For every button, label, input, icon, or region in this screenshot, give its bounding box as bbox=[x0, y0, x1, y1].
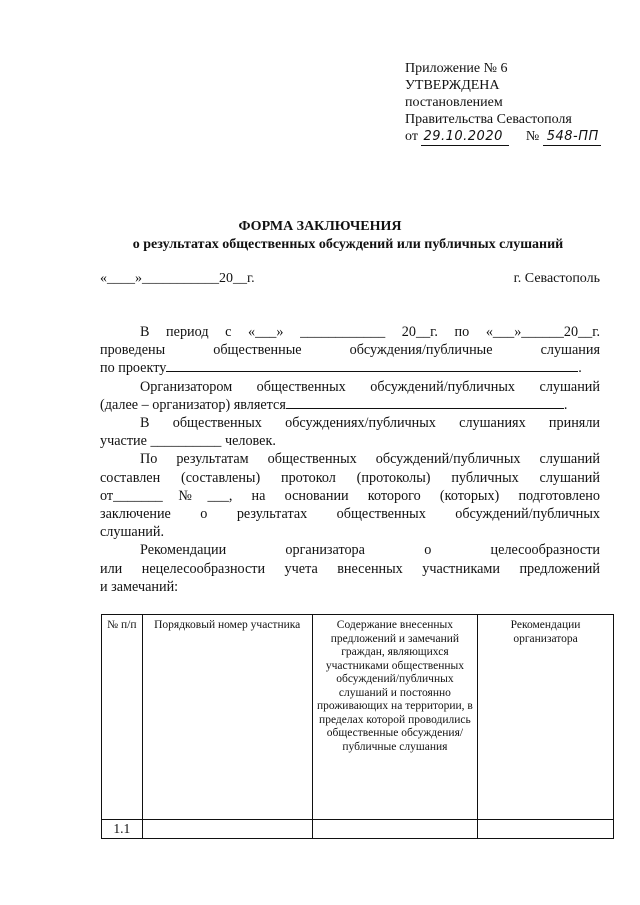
row-participant-cell bbox=[142, 820, 312, 839]
project-line bbox=[100, 359, 600, 377]
table-row bbox=[102, 820, 614, 839]
form-body bbox=[100, 323, 600, 596]
row-number-cell: 1.1 bbox=[102, 820, 143, 839]
resolution-date: 29.10.2020 bbox=[421, 128, 508, 146]
table-header-row bbox=[102, 615, 614, 820]
held-line: проведены общественные обсуждения/публичные слушания bbox=[100, 342, 600, 359]
resolution-date-line bbox=[405, 128, 601, 146]
hearings-line: слушаний. bbox=[100, 524, 165, 541]
remarks-line: и замечаний: bbox=[100, 578, 179, 595]
date-place-line bbox=[100, 271, 600, 287]
col-number-header: № п/п bbox=[102, 615, 143, 820]
protocol-number-line: от_______№___, на основании которого (которых) подготовлено bbox=[100, 487, 600, 504]
title-main: ФОРМА ЗАКЛЮЧЕНИЯ bbox=[238, 219, 402, 234]
date-prefix: от bbox=[405, 129, 418, 144]
period-line: В период с «___» ____________ 20__г. по «___»______20__г. bbox=[140, 324, 600, 340]
participants-line: В общественных обсуждениях/публичных слушаниях приняли bbox=[140, 415, 600, 432]
col-participant-header: Порядковый номер участника bbox=[142, 615, 312, 820]
place: г. Севастополь bbox=[513, 271, 600, 286]
approval-block bbox=[405, 60, 601, 146]
project-blank bbox=[166, 359, 578, 372]
appendix-number: Приложение № 6 bbox=[405, 61, 508, 76]
organizer-label: (далее – организатор) является bbox=[100, 396, 286, 413]
date-blank: «____»___________20__г. bbox=[100, 271, 255, 286]
protocol-line: составлен (составлены) протокол (протоколы) публичных слушаний bbox=[100, 469, 600, 486]
organizer-blank bbox=[286, 396, 564, 409]
recommendations-line: Рекомендации организатора о целесообразности bbox=[140, 542, 600, 559]
resolution-number: 548-ПП bbox=[543, 128, 601, 146]
col-recommendation-header: Рекомендации организатора bbox=[478, 615, 614, 820]
number-prefix: № bbox=[525, 129, 540, 144]
row-recommendation-cell bbox=[478, 820, 614, 839]
results-line: По результатам общественных обсуждений/публичных слушаний bbox=[140, 451, 600, 468]
resolution-label: постановлением bbox=[405, 95, 503, 110]
col-content-header: Содержание внесенных предложений и замечаний граждан, являющихся участниками общественных обсуждений/публичных слушаний и постоянно проживающих на территории, в пределах которой проводились общественные обсуждения/публичные слушания bbox=[312, 615, 477, 820]
participants-count-line: участие __________ человек. bbox=[100, 433, 276, 450]
form-title bbox=[0, 218, 640, 254]
conclusion-line: заключение о результатах общественных обсуждений/публичных bbox=[100, 506, 600, 523]
government-label: Правительства Севастополя bbox=[405, 112, 572, 127]
project-label: по проекту bbox=[100, 360, 167, 377]
proposals-table bbox=[101, 614, 614, 839]
expediency-line: или нецелесообразности учета внесенных участниками предложений bbox=[100, 560, 600, 577]
organizer-is-line bbox=[100, 396, 600, 414]
approved-label: УТВЕРЖДЕНА bbox=[405, 78, 500, 93]
organizer-line: Организатором общественных обсуждений/публичных слушаний bbox=[140, 378, 600, 395]
row-content-cell bbox=[312, 820, 477, 839]
title-sub: о результатах общественных обсуждений или публичных слушаний bbox=[132, 237, 564, 252]
project-period: . bbox=[578, 360, 582, 377]
organizer-period: . bbox=[563, 396, 568, 413]
